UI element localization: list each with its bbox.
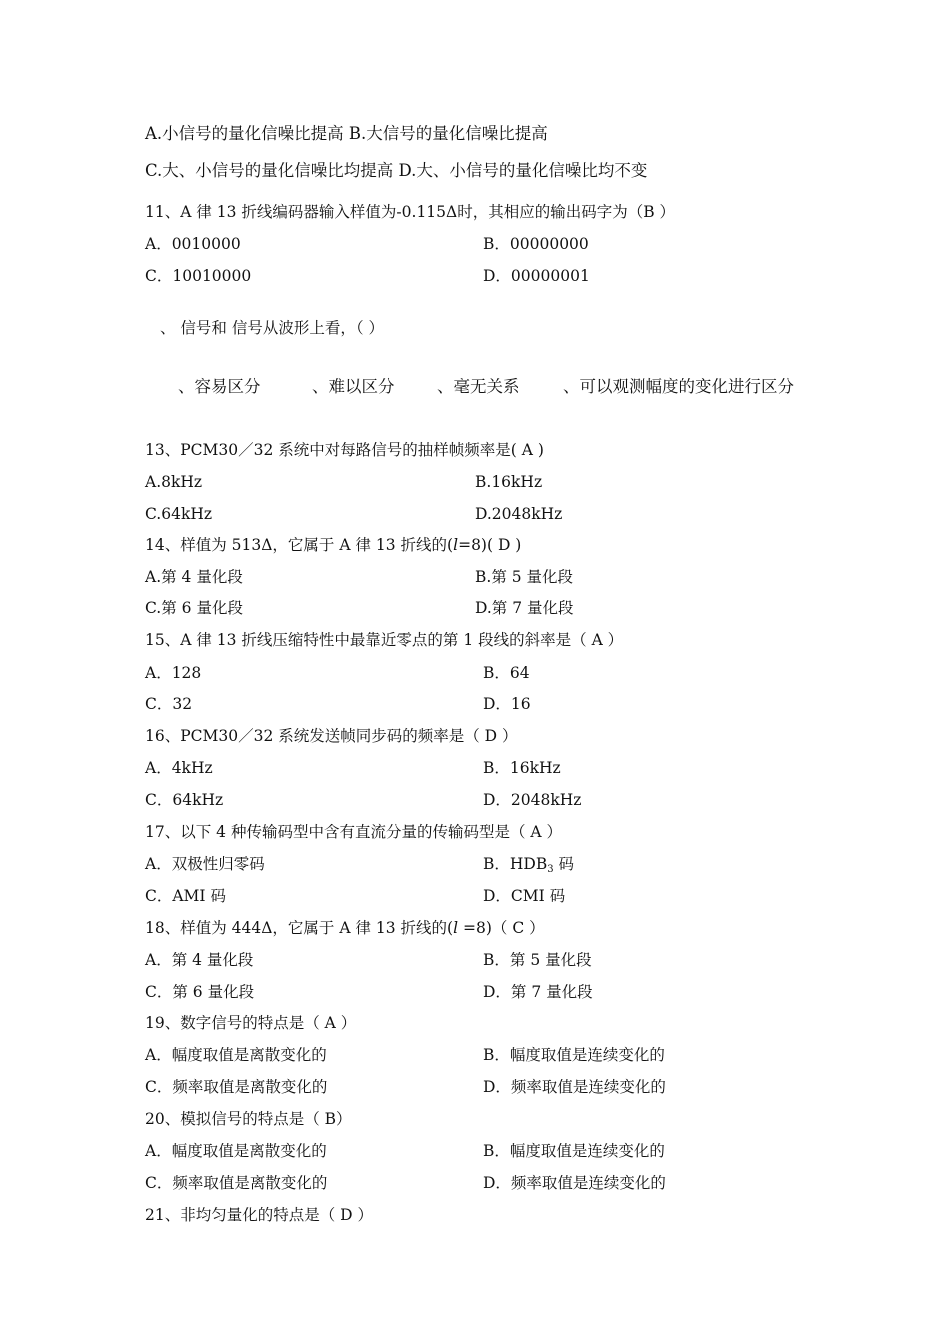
- question-13-option-d: D.2048kHz: [475, 505, 563, 523]
- question-18-stem-pre: 18、样值为 444Δ，它属于 A 律 13 折线的(: [145, 919, 454, 937]
- question-18-stem: [145, 918, 545, 938]
- question-20-option-c: C．频率取值是离散变化的: [145, 1174, 328, 1192]
- question-12-option-d: 、可以观测幅度的变化进行区分: [563, 377, 794, 396]
- question-19-option-a: A．幅度取值是离散变化的: [145, 1046, 327, 1064]
- question-13-option-c: C.64kHz: [145, 505, 213, 523]
- question-16-option-a: A．4kHz: [145, 759, 213, 777]
- question-20-option-b: B．幅度取值是连续变化的: [483, 1142, 665, 1160]
- question-14-option-d: D.第 7 量化段: [475, 599, 574, 617]
- question-19-option-d: D．频率取值是连续变化的: [483, 1078, 666, 1096]
- question-17-option-b: [483, 854, 574, 874]
- question-16-option-c: C．64kHz: [145, 791, 224, 809]
- question-12-option-a: 、容易区分: [178, 377, 261, 396]
- question-13-option-a: A.8kHz: [145, 473, 203, 491]
- question-18-option-c: C．第 6 量化段: [145, 983, 255, 1001]
- question-18-option-b: B．第 5 量化段: [483, 951, 592, 969]
- question-15-option-d: D．16: [483, 695, 531, 713]
- question-14-option-c: C.第 6 量化段: [145, 599, 243, 617]
- question-13-option-b: B.16kHz: [475, 473, 543, 491]
- question-11-option-d: D．00000001: [483, 267, 590, 285]
- question-16-stem: 16、PCM30／32 系统发送帧同步码的频率是（ D ）: [145, 727, 518, 745]
- question-21-stem: 21、非均匀量化的特点是（ D ）: [145, 1206, 374, 1224]
- option-line-ab: A.小信号的量化信噪比提高 B.大信号的量化信噪比提高: [145, 124, 548, 143]
- question-14-option-b: B.第 5 量化段: [475, 568, 574, 586]
- question-17-option-b-pre: B．HDB: [483, 855, 548, 873]
- question-14-stem-pre: 14、样值为 513Δ，它属于 A 律 13 折线的(: [145, 536, 454, 554]
- question-16-option-d: D．2048kHz: [483, 791, 582, 809]
- question-16-option-b: B．16kHz: [483, 759, 561, 777]
- question-13-stem: 13、PCM30／32 系统中对每路信号的抽样帧频率是( A ): [145, 441, 544, 459]
- question-14-stem: [145, 535, 521, 555]
- question-18-stem-variable: l: [453, 919, 459, 937]
- question-11-option-c: C．10010000: [145, 267, 252, 285]
- question-11-option-a: A．0010000: [145, 235, 241, 253]
- question-15-stem: 15、A 律 13 折线压缩特性中最靠近零点的第 1 段线的斜率是（ A ）: [145, 631, 624, 649]
- question-20-stem: 20、模拟信号的特点是（ B）: [145, 1110, 352, 1128]
- question-17-option-d: D．CMI 码: [483, 887, 566, 905]
- question-20-option-a: A．幅度取值是离散变化的: [145, 1142, 327, 1160]
- question-14-option-a: A.第 4 量化段: [145, 568, 243, 586]
- question-15-option-a: A．128: [145, 664, 202, 682]
- question-19-option-b: B．幅度取值是连续变化的: [483, 1046, 665, 1064]
- question-18-option-d: D．第 7 量化段: [483, 983, 593, 1001]
- option-line-cd: C.大、小信号的量化信噪比均提高 D.大、小信号的量化信噪比均不变: [145, 161, 648, 180]
- question-20-option-d: D．频率取值是连续变化的: [483, 1174, 666, 1192]
- question-18-stem-post: =8)（ C ）: [458, 919, 545, 937]
- question-12-option-b: 、难以区分: [312, 377, 395, 396]
- question-18-option-a: A．第 4 量化段: [145, 951, 254, 969]
- question-19-option-c: C．频率取值是离散变化的: [145, 1078, 328, 1096]
- question-17-option-c: C．AMI 码: [145, 887, 226, 905]
- question-19-stem: 19、数字信号的特点是（ A ）: [145, 1014, 357, 1032]
- question-17-stem: 17、以下 4 种传输码型中含有直流分量的传输码型是（ A ）: [145, 823, 562, 841]
- question-17-option-b-post: 码: [553, 855, 575, 873]
- question-11-stem: 11、A 律 13 折线编码器输入样值为-0.115Δ时，其相应的输出码字为（B ）: [145, 203, 676, 221]
- question-12-option-c: 、毫无关系: [437, 377, 520, 396]
- question-14-stem-variable: l: [453, 536, 459, 554]
- question-12-stem: 、 信号和 信号从波形上看，（ ）: [160, 319, 385, 337]
- question-17-option-b-subscript: 3: [547, 864, 554, 875]
- question-15-option-c: C．32: [145, 695, 193, 713]
- question-14-stem-post: =8)( D ): [458, 536, 522, 554]
- question-15-option-b: B．64: [483, 664, 530, 682]
- question-17-option-a: A．双极性归零码: [145, 855, 265, 873]
- question-11-option-b: B．00000000: [483, 235, 589, 253]
